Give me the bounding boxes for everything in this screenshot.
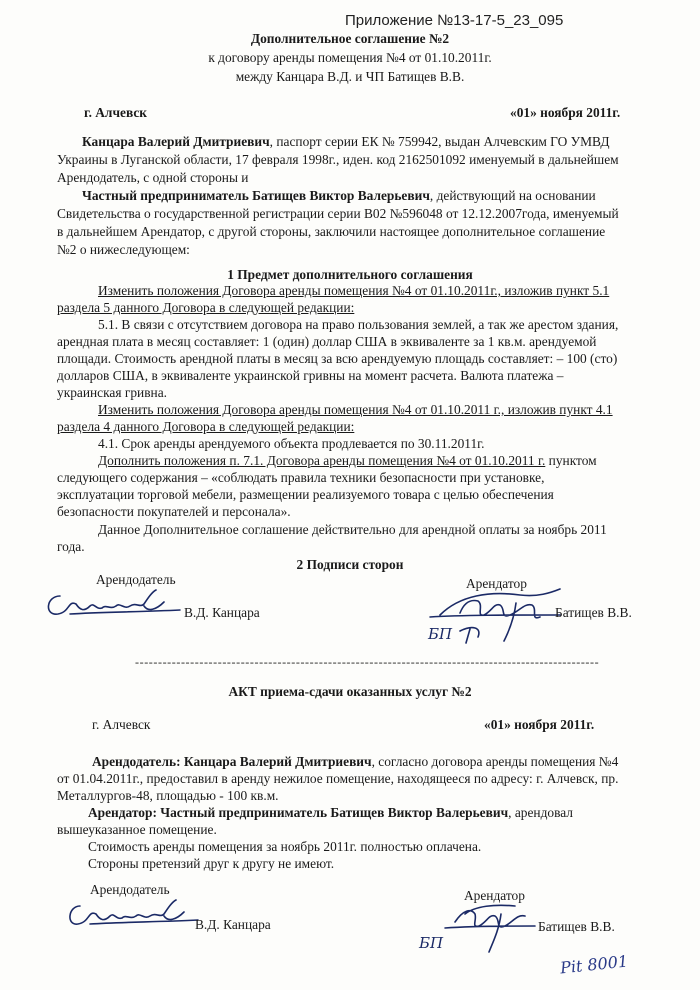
clause-51-line3: площади. Стоимость арендной платы в месяц за всю арендуемую площадь составляет: – 100 (сто) bbox=[57, 351, 618, 366]
document-date: «01» ноября 2011г. bbox=[510, 105, 621, 120]
document-subtitle-parties: между Канцара В.Д. и ЧП Батищев В.В. bbox=[235, 69, 465, 84]
act-date: «01» ноября 2011г. bbox=[484, 717, 595, 732]
party1-line2: Украины в Луганской области, 17 февраля 1998г., иден. код 2162501092 именуемый в дальнейшем bbox=[57, 152, 619, 167]
act-tenant-line1: Арендатор: Частный предприниматель Батищев Виктор Валерьевич, арендовал bbox=[88, 805, 573, 820]
clause-a-line2: раздела 5 данного Договора в следующей редакции: bbox=[57, 300, 355, 315]
party2-line4: №2 о нижеследующем: bbox=[57, 242, 190, 257]
document-title: Дополнительное соглашение №2 bbox=[250, 31, 450, 46]
act-tenant-signature bbox=[415, 898, 540, 956]
act-paid: Стоимость аренды помещения за ноябрь 2011г. полностью оплачена. bbox=[88, 839, 482, 854]
act-landlord-signature bbox=[62, 898, 202, 938]
clause-51-line1: 5.1. В связи с отсутствием договора на право пользования землей, а так же арестом здания, bbox=[98, 317, 619, 332]
act-tenant-line2: вышеуказанное помещение. bbox=[57, 822, 217, 837]
act-landlord-line3: Металлургов-48, площадью - 100 кв.м. bbox=[57, 788, 279, 803]
clause-b-line2: раздела 4 данного Договора в следующей редакции: bbox=[57, 419, 355, 434]
act-title: АКТ приема-сдачи оказанных услуг №2 bbox=[228, 684, 472, 699]
appendix-label: Приложение №13-17-5_23_095 bbox=[345, 12, 564, 29]
clause-c-line3: эксплуатации торговой мебели, размещении реализуемого товара с целью обеспечения bbox=[57, 487, 554, 502]
landlord-name: В.Д. Канцара bbox=[184, 605, 260, 620]
party1-line1: Канцара Валерий Дмитриевич, паспорт серии ЕК № 759942, выдан Алчевским ГО УМВД bbox=[82, 134, 610, 149]
tenant-name: Батищев В.В. bbox=[555, 605, 632, 620]
act-claims: Стороны претензий друг к другу не имеют. bbox=[88, 856, 335, 871]
clause-51-line4: долларов США, в эквиваленте украинской гривны на момент расчета. Валюта платежа – bbox=[57, 368, 564, 383]
act-city: г. Алчевск bbox=[92, 717, 151, 732]
tenant-signature bbox=[420, 585, 570, 647]
act-tenant-name: Батищев В.В. bbox=[538, 919, 615, 934]
handwritten-note: Pit 8001 bbox=[559, 951, 629, 978]
act-tenant-label: Арендатор bbox=[464, 888, 525, 903]
stamp-mark: БП bbox=[428, 625, 453, 643]
act-stamp-mark: БП bbox=[419, 934, 444, 952]
act-landlord-label: Арендодатель bbox=[90, 882, 170, 897]
party2-line2: Свидетельства о государственной регистрации серии В02 №596048 от 12.12.2007года, именуемый bbox=[57, 206, 619, 221]
section1-heading: 1 Предмет дополнительного соглашения bbox=[227, 267, 473, 282]
validity-line1: Данное Дополнительное соглашение действительно для арендной оплаты за ноябрь 2011 bbox=[98, 522, 607, 537]
act-landlord-line2: от 01.04.2011г., предоставил в аренду нежилое помещение, находящееся по адресу: г. Алчевск, пр. bbox=[57, 771, 619, 786]
party1-name: Канцара Валерий Дмитриевич bbox=[82, 134, 270, 149]
clause-b-line1: Изменить положения Договора аренды помещения №4 от 01.10.2011 г., изложив пункт 4.1 bbox=[98, 402, 613, 417]
clause-51-line5: украинская гривна. bbox=[57, 385, 168, 400]
act-landlord-line1: Арендодатель: Канцара Валерий Дмитриевич, согласно договора аренды помещения №4 bbox=[92, 754, 619, 769]
clause-c-line2: следующего содержания – «соблюдать правила техники безопасности при установке, bbox=[57, 470, 545, 485]
act-landlord-name: В.Д. Канцара bbox=[195, 917, 271, 932]
clause-a-line1: Изменить положения Договора аренды помещения №4 от 01.10.2011г., изложив пункт 5.1 bbox=[98, 283, 610, 298]
landlord-signature bbox=[40, 588, 185, 628]
clause-51-line2: арендная плата в месяц составляет: 1 (один) доллар США в эквиваленте за 1 кв.м. арендуемой bbox=[57, 334, 597, 349]
landlord-label: Арендодатель bbox=[96, 572, 176, 587]
clause-41: 4.1. Срок аренды арендуемого объекта продлевается по 30.11.2011г. bbox=[98, 436, 485, 451]
tenant-label: Арендатор bbox=[466, 576, 527, 591]
document-subtitle-contract: к договору аренды помещения №4 от 01.10.2011г. bbox=[208, 50, 492, 65]
party2-name: Частный предприниматель Батищев Виктор Валерьевич bbox=[82, 188, 430, 203]
party1-line3: Арендодатель, с одной стороны и bbox=[57, 170, 249, 185]
party2-line1: Частный предприниматель Батищев Виктор Валерьевич, действующий на основании bbox=[82, 188, 596, 203]
validity-line2: года. bbox=[57, 539, 85, 554]
clause-c-line1: Дополнить положения п. 7.1. Договора аренды помещения №4 от 01.10.2011 г. пунктом bbox=[98, 453, 597, 468]
divider: ----------------------------------------------------------------------------------------------------- bbox=[135, 655, 600, 669]
section2-heading: 2 Подписи сторон bbox=[296, 557, 404, 572]
city: г. Алчевск bbox=[84, 105, 147, 120]
party2-line3: в дальнейшем Арендатор, с другой стороны, заключили настоящее дополнительное соглашение bbox=[57, 224, 606, 239]
clause-c-line4: безопасности покупателей и персонала». bbox=[57, 504, 291, 519]
